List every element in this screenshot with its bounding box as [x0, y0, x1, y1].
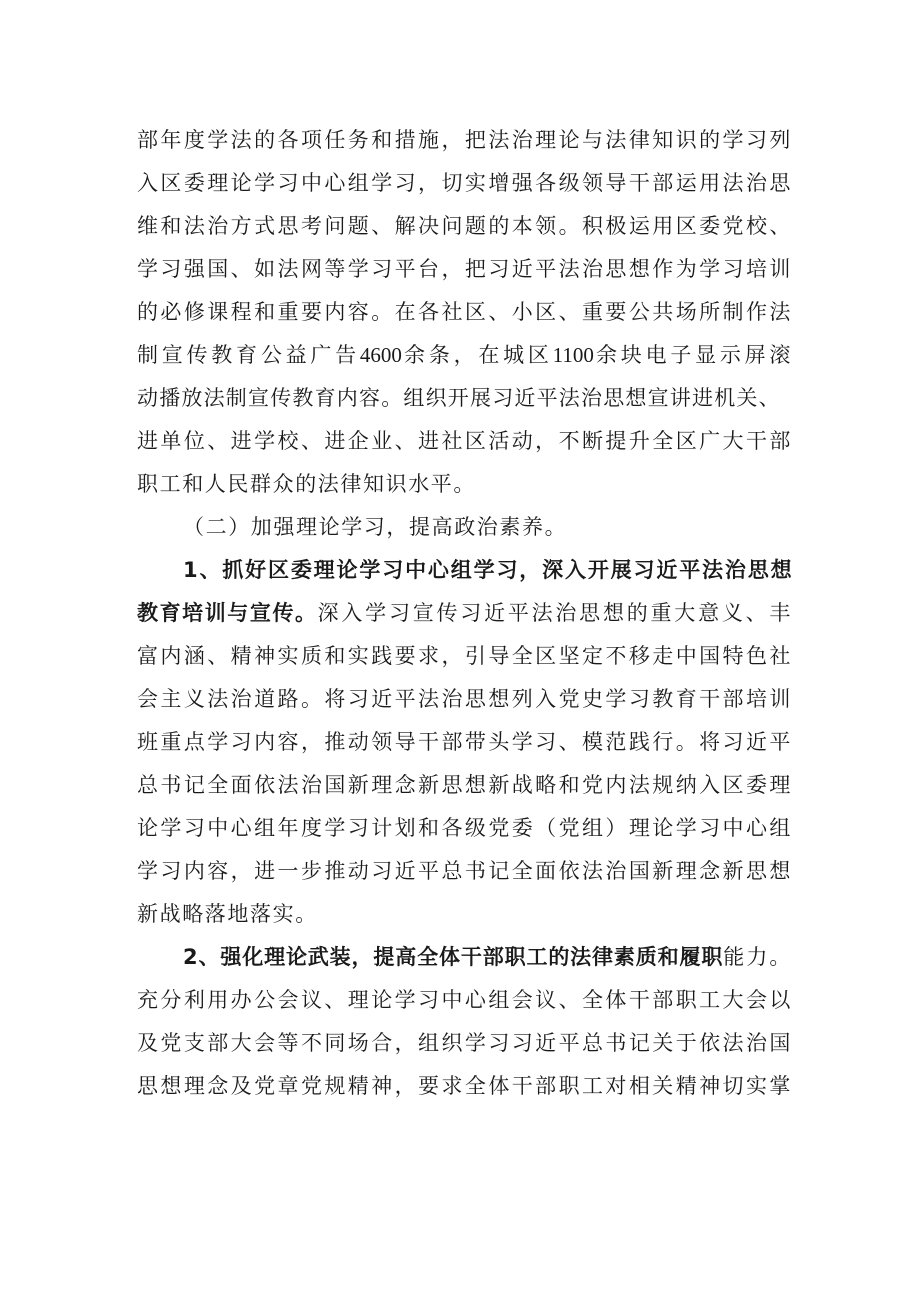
number-value: 1100 — [552, 343, 594, 367]
text-segment: 能力。 — [723, 945, 792, 969]
text-line: 学习强国、如法网等学习平台，把习近平法治思想作为学习培训 — [137, 257, 792, 281]
text-line: 进单位、进学校、进企业、进社区活动，不断提升全区广大干部 — [137, 429, 792, 453]
subheading-line: 1、抓好区委理论学习中心组学习，深入开展习近平法治思想 — [183, 558, 792, 582]
text-segment: 深入学习宣传习近平法治思想的重大意义、丰 — [317, 601, 792, 625]
text-line: 学习内容，进一步推动习近平总书记全面依法治国新理念新思想 — [137, 859, 792, 883]
text-line: 会主义法治道路。将习近平法治思想列入党史学习教育干部培训 — [137, 687, 792, 711]
text-line: 新战略落地落实。 — [137, 902, 318, 926]
text-line: 富内涵、精神实质和实践要求，引导全区坚定不移走中国特色社 — [137, 644, 792, 668]
text-segment: 制宣传教育公益广告 — [137, 343, 360, 367]
text-line: 总书记全面依法治国新理念新思想新战略和党内法规纳入区委理 — [137, 773, 792, 797]
text-line: 充分利用办公会议、理论学习中心组会议、全体干部职工大会以 — [137, 988, 792, 1012]
text-line — [137, 340, 792, 370]
text-line: 职工和人民群众的法律知识水平。 — [137, 472, 476, 496]
section-heading: （二）加强理论学习，提高政治素养。 — [183, 515, 568, 539]
text-line: 论学习中心组年度学习计划和各级党委（党组）理论学习中心组 — [137, 816, 792, 840]
text-line: 部年度学法的各项任务和措施，把法治理论与法律知识的学习列 — [137, 128, 792, 152]
text-line: 思想理念及党章党规精神，要求全体干部职工对相关精神切实掌 — [137, 1074, 792, 1098]
text-segment: 余条，在城区 — [401, 343, 553, 367]
text-line: 及党支部大会等不同场合，组织学习习近平总书记关于依法治国 — [137, 1031, 792, 1055]
subheading-bold: 教育培训与宣传。 — [137, 601, 318, 625]
number-value: 4600 — [359, 343, 402, 367]
text-line: 班重点学习内容，推动领导干部带头学习、模范践行。将习近平 — [137, 730, 792, 754]
text-line: 入区委理论学习中心组学习，切实增强各级领导干部运用法治思 — [137, 171, 792, 195]
text-line: 动播放法制宣传教育内容。组织开展习近平法治思想宣讲进机关、 — [137, 386, 781, 410]
subheading-bold: 2、强化理论武装，提高全体干部职工的法律素质和履职 — [183, 945, 724, 969]
text-segment: 余块电子显示屏滚 — [593, 343, 792, 367]
text-line — [137, 598, 792, 628]
subheading-line — [183, 942, 792, 972]
text-line: 维和法治方式思考问题、解决问题的本领。积极运用区委党校、 — [137, 214, 792, 238]
text-line: 的必修课程和重要内容。在各社区、小区、重要公共场所制作法 — [137, 300, 792, 324]
